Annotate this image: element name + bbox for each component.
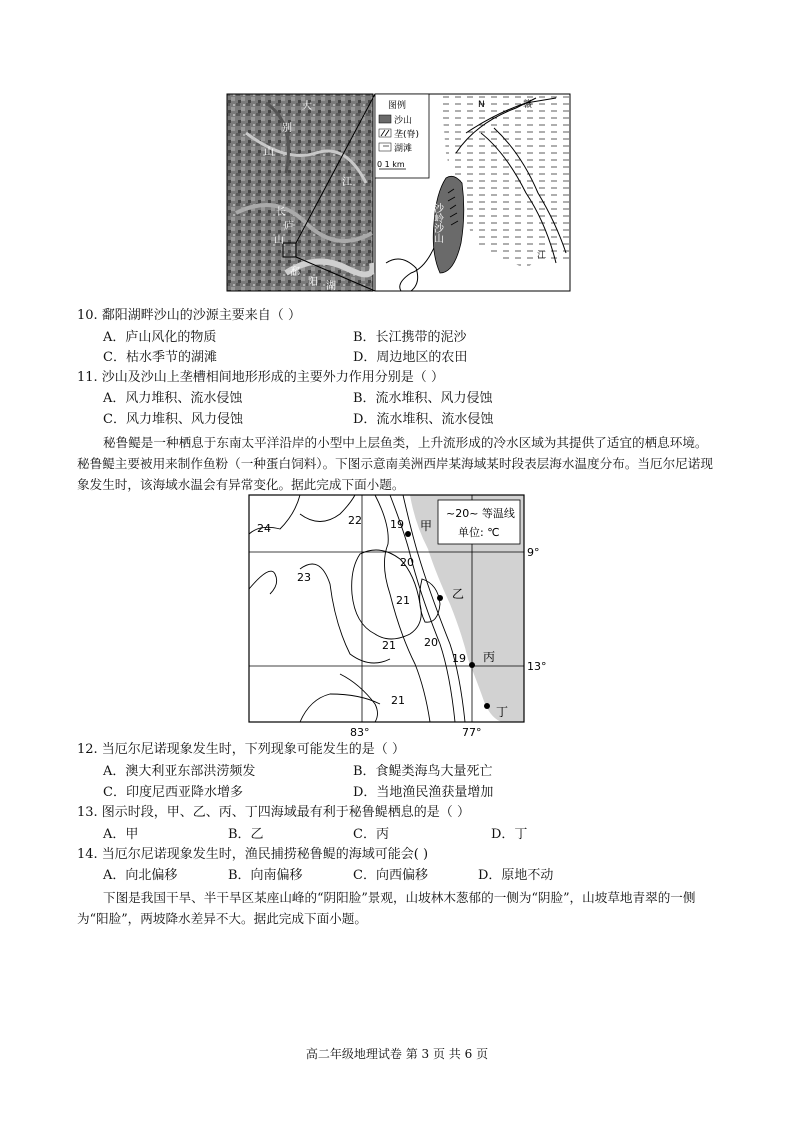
q14-option-c[interactable]: C．向西偏移 [353, 868, 428, 883]
latitude-label: 9° [527, 546, 540, 559]
isotherm-label: 24 [257, 522, 271, 535]
point-jia: 甲 [420, 519, 433, 533]
map1-legend [375, 94, 429, 178]
question-13-stem: 13. 图示时段，甲、乙、丙、丁四海域最有利于秘鲁鳀栖息的是（ ） [77, 805, 470, 820]
q13-option-b[interactable]: B．乙 [228, 827, 264, 842]
isotherm-label: 19 [390, 518, 404, 531]
q12-option-c[interactable]: C．印度尼西亚降水增多 [103, 785, 243, 800]
legend-unit: 单位: ℃ [458, 526, 500, 539]
legend-item: 沙山 [394, 116, 413, 126]
sat-label: 大 [302, 101, 312, 112]
legend-title: 图例 [388, 101, 407, 111]
q11-option-b[interactable]: B．流水堆积、风力侵蚀 [353, 391, 493, 406]
intro-paragraph-2: 下图是我国干旱、半干旱区某座山峰的“阴阳脸”景观，山坡林木葱郁的一侧为“阴脸”，山坡草地青翠的一侧为“阳脸”，两坡降水差异不大。据此完成下面小题。 [77, 890, 696, 926]
point-ding: 丁 [496, 705, 509, 719]
q14-option-b[interactable]: B．向南偏移 [228, 868, 303, 883]
sat-label: 长 [276, 207, 286, 218]
q14-option-a[interactable]: A．向北偏移 [103, 868, 178, 883]
q10-option-d[interactable]: D．周边地区的农田 [353, 350, 468, 365]
q12-option-a[interactable]: A．澳大利亚东部洪涝频发 [103, 764, 256, 779]
sat-label: 鄱 [290, 267, 300, 278]
isotherm-label: 21 [391, 694, 405, 707]
sat-label: 庐 [284, 221, 294, 232]
sand-mountain-label: 沙岭沙山 [431, 203, 443, 243]
north-arrow-icon: N [478, 100, 485, 110]
sea-temperature-map [240, 494, 552, 740]
question-11-stem: 11. 沙山及沙山上垄槽相间地形形成的主要外力作用分别是（ ） [77, 370, 444, 385]
question-10-stem: 10. 鄱阳湖畔沙山的沙源主要来自（ ） [77, 308, 301, 323]
isotherm-label: 21 [396, 594, 410, 607]
q10-option-b[interactable]: B．长江携带的泥沙 [353, 330, 467, 345]
point-yi: 乙 [452, 587, 465, 601]
q13-option-d[interactable]: D．丁 [491, 827, 528, 842]
sat-label: 阳 [308, 277, 318, 288]
isotherm-label: 21 [382, 639, 396, 652]
q11-option-d[interactable]: D．流水堆积、流水侵蚀 [353, 412, 494, 427]
detail-map [375, 94, 571, 291]
question-12-stem: 12. 当厄尔尼诺现象发生时，下列现象可能发生的是（ ） [77, 742, 405, 757]
map2-legend [438, 500, 520, 544]
page-footer: 高二年级地理试卷 第 3 页 共 6 页 [305, 1047, 489, 1061]
q12-option-d[interactable]: D．当地渔民渔获量增加 [353, 785, 494, 800]
legend-item: 湖滩 [394, 144, 413, 154]
sat-label: 山 [274, 235, 284, 246]
question-14-stem: 14. 当厄尔尼诺现象发生时，渔民捕捞秘鲁鳀的海域可能会( ) [77, 847, 429, 862]
scale-bar: 0 1 km [377, 160, 405, 169]
point-bing: 丙 [483, 650, 496, 664]
sat-label: 江 [342, 177, 352, 188]
q10-option-c[interactable]: C．枯水季节的湖滩 [103, 350, 217, 365]
poyang-lake-map [226, 93, 571, 293]
q12-option-b[interactable]: B．食鳀类海鸟大量死亡 [353, 764, 493, 779]
q13-option-a[interactable]: A．甲 [103, 827, 139, 842]
sat-label: 别 [282, 123, 292, 134]
legend-isotherm: ~20~ 等温线 [446, 507, 515, 520]
q13-option-c[interactable]: C．丙 [353, 827, 389, 842]
intro-paragraph-1: 秘鲁鳀是一种栖息于东南太平洋沿岸的小型中上层鱼类，上升流形成的冷水区域为其提供了适宜的栖息环境。秘鲁鳀主要被用来制作鱼粉（一种蛋白饲料）。下图示意南美洲西岸某海域某时段表层海水温度分布。当厄尔尼诺现象发生时，该海域水温会有异常变化。据此完成下面小题。 [77, 435, 713, 492]
isotherm-label: 19 [452, 652, 466, 665]
river-label-gan: 赣 [523, 100, 533, 110]
q10-option-a[interactable]: A．庐山风化的物质 [103, 330, 217, 345]
longitude-label: 77° [462, 726, 482, 739]
satellite-image [227, 94, 373, 291]
q11-option-a[interactable]: A．风力堆积、流水侵蚀 [103, 391, 243, 406]
legend-item: 垄(脊) [394, 130, 420, 140]
q11-option-c[interactable]: C．风力堆积、风力侵蚀 [103, 412, 243, 427]
longitude-label: 83° [350, 726, 370, 739]
isotherm-label: 23 [297, 571, 311, 584]
q14-option-d[interactable]: D．原地不动 [478, 868, 554, 883]
isotherm-label: 20 [424, 636, 438, 649]
river-label-jiang: 江 [537, 251, 547, 261]
latitude-label: 13° [527, 660, 547, 673]
sat-label: 山 [264, 147, 274, 158]
isotherm-label: 20 [400, 556, 414, 569]
isotherm-label: 22 [348, 514, 362, 527]
sat-label: 湖 [326, 281, 336, 292]
